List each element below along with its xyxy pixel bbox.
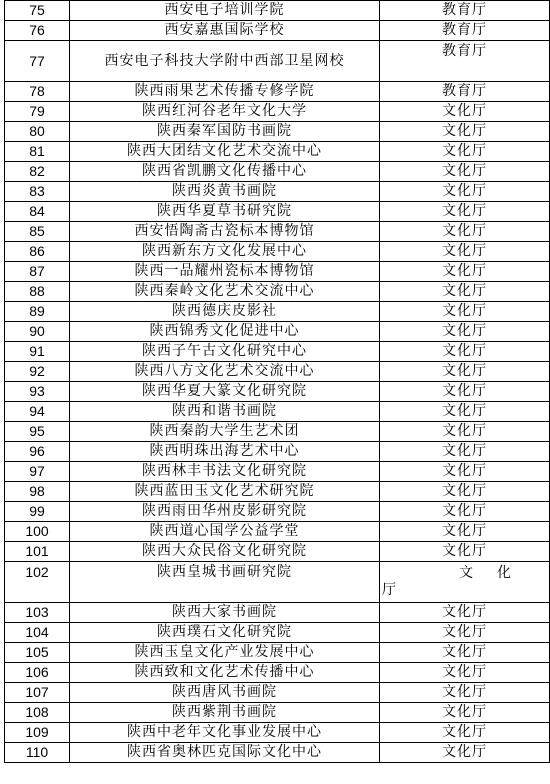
department: 文化厅 [380, 302, 550, 322]
row-number: 100 [5, 522, 70, 542]
row-number: 99 [5, 502, 70, 522]
row-number: 108 [5, 703, 70, 723]
row-number: 92 [5, 362, 70, 382]
org-name: 陕西玉皇文化产业发展中心 [70, 643, 380, 663]
org-name: 陕西明珠出海艺术中心 [70, 442, 380, 462]
org-name: 陕西红河谷老年文化大学 [70, 102, 380, 122]
table-row [5, 222, 550, 242]
department: 文化厅 [380, 603, 550, 623]
row-number: 82 [5, 162, 70, 182]
department: 文化厅 [380, 182, 550, 202]
department [380, 562, 550, 603]
table-row [5, 703, 550, 723]
row-number: 95 [5, 422, 70, 442]
row-number: 83 [5, 182, 70, 202]
department: 文化厅 [380, 222, 550, 242]
org-name: 陕西省凯鹏文化传播中心 [70, 162, 380, 182]
row-number: 89 [5, 302, 70, 322]
row-number: 90 [5, 322, 70, 342]
table-row [5, 723, 550, 743]
row-number: 88 [5, 282, 70, 302]
org-name: 陕西皇城书画研究院 [70, 562, 380, 603]
department: 文化厅 [380, 502, 550, 522]
department: 文化厅 [380, 663, 550, 683]
row-number: 104 [5, 623, 70, 643]
department: 文化厅 [380, 683, 550, 703]
table-row [5, 462, 550, 482]
table-row [5, 1, 550, 21]
department: 文化厅 [380, 402, 550, 422]
row-number: 106 [5, 663, 70, 683]
row-number: 79 [5, 102, 70, 122]
org-name: 西安嘉惠国际学校 [70, 21, 380, 41]
table-row [5, 542, 550, 562]
org-name: 西安电子培训学院 [70, 1, 380, 21]
org-name: 陕西华夏大篆文化研究院 [70, 382, 380, 402]
row-number: 84 [5, 202, 70, 222]
department: 文化厅 [380, 623, 550, 643]
org-name: 陕西子午古文化研究中心 [70, 342, 380, 362]
row-number: 110 [5, 743, 70, 763]
department-bottom: 厅 [382, 582, 397, 598]
table-row [5, 402, 550, 422]
table-row [5, 202, 550, 222]
org-name: 陕西新东方文化发展中心 [70, 242, 380, 262]
department: 教育厅 [380, 21, 550, 41]
org-name: 陕西大家书画院 [70, 603, 380, 623]
table-row [5, 442, 550, 462]
row-number: 81 [5, 142, 70, 162]
row-number: 103 [5, 603, 70, 623]
department: 教育厅 [380, 82, 550, 102]
org-name: 陕西秦军国防书画院 [70, 122, 380, 142]
table-row [5, 162, 550, 182]
org-name-text: 西安电子科技大学附中西部卫星网校 [104, 52, 345, 69]
table-row [5, 82, 550, 102]
department: 文化厅 [380, 422, 550, 442]
row-number: 75 [5, 1, 70, 21]
department: 文化厅 [380, 462, 550, 482]
department: 文化厅 [380, 542, 550, 562]
table-row [5, 643, 550, 663]
org-name: 陕西秦韵大学生艺术团 [70, 422, 380, 442]
table-row [5, 342, 550, 362]
department: 文化厅 [380, 382, 550, 402]
table-row [5, 242, 550, 262]
department: 教育厅 [380, 1, 550, 21]
org-name: 陕西紫荆书画院 [70, 703, 380, 723]
org-name: 陕西林丰书法文化研究院 [70, 462, 380, 482]
department: 文化厅 [380, 282, 550, 302]
org-name: 陕西省奥林匹克国际文化中心 [70, 743, 380, 763]
org-name: 陕西德庆皮影社 [70, 302, 380, 322]
table-row [5, 302, 550, 322]
org-name: 陕西华夏草书研究院 [70, 202, 380, 222]
department: 文化厅 [380, 242, 550, 262]
table-row [5, 322, 550, 342]
department: 文化厅 [380, 162, 550, 182]
department-top: 文化 [459, 565, 535, 581]
org-name: 陕西八方文化艺术交流中心 [70, 362, 380, 382]
org-name: 陕西中老年文化事业发展中心 [70, 723, 380, 743]
row-number: 77 [5, 41, 70, 82]
department: 文化厅 [380, 142, 550, 162]
department: 文化厅 [380, 322, 550, 342]
department: 文化厅 [380, 122, 550, 142]
row-number: 76 [5, 21, 70, 41]
department: 文化厅 [380, 643, 550, 663]
table-row [5, 182, 550, 202]
org-name: 陕西秦岭文化艺术交流中心 [70, 282, 380, 302]
department: 文化厅 [380, 102, 550, 122]
department: 文化厅 [380, 522, 550, 542]
org-name: 陕西大团结文化艺术交流中心 [70, 142, 380, 162]
table-row [5, 502, 550, 522]
table-row [5, 683, 550, 703]
table-row [5, 382, 550, 402]
department: 教育厅 [380, 41, 550, 82]
table-row [5, 422, 550, 442]
row-number: 105 [5, 643, 70, 663]
row-number: 87 [5, 262, 70, 282]
row-number: 107 [5, 683, 70, 703]
table-row [5, 482, 550, 502]
row-number: 86 [5, 242, 70, 262]
org-name: 陕西蓝田玉文化艺术研究院 [70, 482, 380, 502]
department: 文化厅 [380, 743, 550, 763]
department: 文化厅 [380, 482, 550, 502]
table-row [5, 562, 550, 603]
org-name: 陕西雨田华州皮影研究院 [70, 502, 380, 522]
row-number: 96 [5, 442, 70, 462]
table-row [5, 282, 550, 302]
org-name: 陕西锦秀文化促进中心 [70, 322, 380, 342]
row-number: 97 [5, 462, 70, 482]
department-split [380, 563, 549, 601]
department: 文化厅 [380, 442, 550, 462]
row-number: 109 [5, 723, 70, 743]
row-number: 101 [5, 542, 70, 562]
org-name: 陕西璞石文化研究院 [70, 623, 380, 643]
org-name [70, 41, 380, 82]
department: 文化厅 [380, 703, 550, 723]
org-name: 陕西致和文化艺术传播中心 [70, 663, 380, 683]
org-name: 陕西大众民俗文化研究院 [70, 542, 380, 562]
row-number: 94 [5, 402, 70, 422]
table-row [5, 142, 550, 162]
table-row [5, 743, 550, 763]
organizations-table [4, 0, 550, 763]
table-row [5, 262, 550, 282]
table-row [5, 362, 550, 382]
org-name: 西安悟陶斋古瓷标本博物馆 [70, 222, 380, 242]
table-row [5, 21, 550, 41]
table-row [5, 663, 550, 683]
org-name: 陕西一品耀州瓷标本博物馆 [70, 262, 380, 282]
org-name: 陕西雨果艺术传播专修学院 [70, 82, 380, 102]
department: 文化厅 [380, 202, 550, 222]
row-number: 80 [5, 122, 70, 142]
row-number: 102 [5, 562, 70, 603]
row-number: 93 [5, 382, 70, 402]
org-name: 陕西炎黄书画院 [70, 182, 380, 202]
department: 文化厅 [380, 262, 550, 282]
department: 文化厅 [380, 362, 550, 382]
org-name: 陕西道心国学公益学堂 [70, 522, 380, 542]
table-row [5, 102, 550, 122]
table-row [5, 41, 550, 82]
row-number: 98 [5, 482, 70, 502]
table-row [5, 522, 550, 542]
row-number: 78 [5, 82, 70, 102]
org-name: 陕西唐风书画院 [70, 683, 380, 703]
table-row [5, 122, 550, 142]
department: 文化厅 [380, 723, 550, 743]
org-name: 陕西和谐书画院 [70, 402, 380, 422]
table-row [5, 603, 550, 623]
table-row [5, 623, 550, 643]
row-number: 85 [5, 222, 70, 242]
row-number: 91 [5, 342, 70, 362]
department: 文化厅 [380, 342, 550, 362]
